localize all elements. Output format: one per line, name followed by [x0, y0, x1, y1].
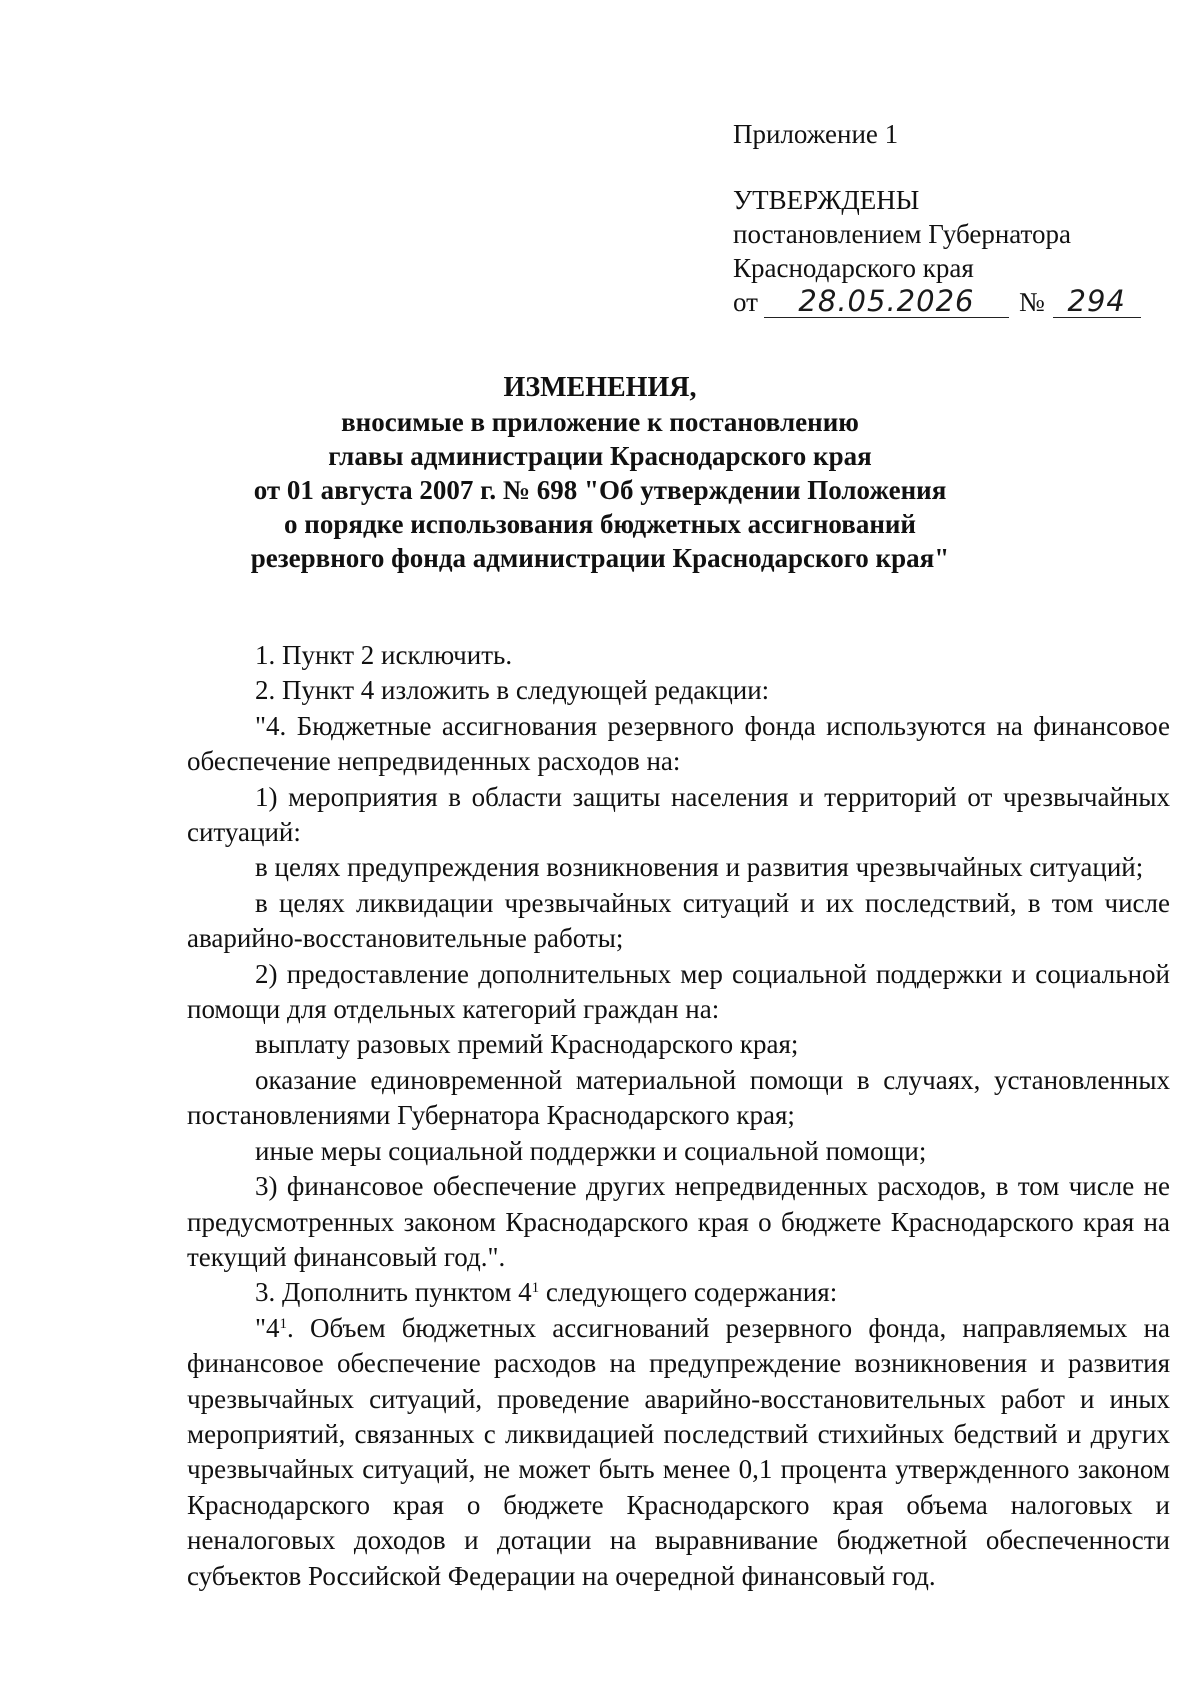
text-run: . Объем бюджетных ассигнований резервного фонда, направляемых на финансовое обеспечение расходов на предупреждение возникновения и развития чрезвычайных ситуаций, проведение аварийно-восстановительных работ и иных мероприятий, связанных с ликвидацией последствий стихийных бедствий и других чрезвычайных ситуаций, не может быть менее 0,1 процента утвержденного законом Краснодарского края о бюджете Краснодарского края объема налоговых и неналоговых доходов и дотации на выравнивание бюджетной обеспеченности субъектов Российской Федерации на очередной финансовый год. [187, 1312, 1170, 1591]
superscript: 1 [279, 1315, 288, 1332]
approved-by-line1: постановлением Губернатора [733, 219, 1071, 249]
document-heading [150, 371, 1050, 575]
text-run: следующего содержания: [539, 1277, 838, 1308]
heading-line: о порядке использования бюджетных ассигнований [284, 509, 916, 539]
number-label: № [1018, 287, 1045, 317]
paragraph: в целях ликвидации чрезвычайных ситуаций и их последствий, в том числе аварийно-восстановительные работы; [187, 887, 1170, 954]
text-run: 3. Дополнить пунктом 4 [255, 1277, 532, 1308]
paragraph: 1. Пункт 2 исключить. [255, 640, 513, 670]
paragraph: иные меры социальной поддержки и социальной помощи; [255, 1135, 927, 1166]
paragraph: в целях предупреждения возникновения и развития чрезвычайных ситуаций; [255, 852, 1144, 883]
paragraph: 2. Пункт 4 изложить в следующей редакции: [255, 675, 770, 706]
paragraph-4-1 [187, 1311, 1170, 1594]
date-number-line [733, 285, 1141, 319]
approved-by-line2: Краснодарского края [733, 253, 974, 283]
handwritten-number: 294 [1053, 286, 1141, 318]
approval-block [733, 117, 1141, 319]
paragraph: оказание единовременной материальной помощи в случаях, установленных постановлениями Губернатора Краснодарского края; [187, 1064, 1170, 1131]
paragraph: выплату разовых премий Краснодарского края; [255, 1029, 799, 1060]
text-run: "4 [255, 1312, 280, 1343]
handwritten-date: 28.05.2026 [764, 286, 1009, 318]
heading-line: главы администрации Краснодарского края [328, 441, 872, 471]
superscript: 1 [531, 1280, 540, 1297]
document-body [187, 638, 1170, 1594]
paragraph-amendment-3 [255, 1275, 1170, 1310]
paragraph: 2) предоставление дополнительных мер социальной поддержки и социальной помощи для отдельных категорий граждан на: [187, 958, 1170, 1025]
appendix-label: Приложение 1 [733, 119, 899, 149]
paragraph: 3) финансовое обеспечение других непредвиденных расходов, в том числе не предусмотренных законом Краснодарского края о бюджете Краснодарского края на текущий финансовый год.". [187, 1171, 1170, 1272]
heading-line: резервного фонда администрации Краснодарского края" [250, 543, 950, 573]
approved-label: УТВЕРЖДЕНЫ [733, 185, 920, 215]
heading-line: вносимые в приложение к постановлению [341, 407, 859, 437]
from-label: от [733, 287, 758, 317]
paragraph: "4. Бюджетные ассигнования резервного фонда используются на финансовое обеспечение непредвиденных расходов на: [187, 710, 1170, 777]
heading-line: от 01 августа 2007 г. № 698 "Об утверждении Положения [253, 475, 947, 505]
paragraph: 1) мероприятия в области защиты населения и территорий от чрезвычайных ситуаций: [187, 781, 1170, 848]
heading-title: ИЗМЕНЕНИЯ, [503, 372, 697, 403]
